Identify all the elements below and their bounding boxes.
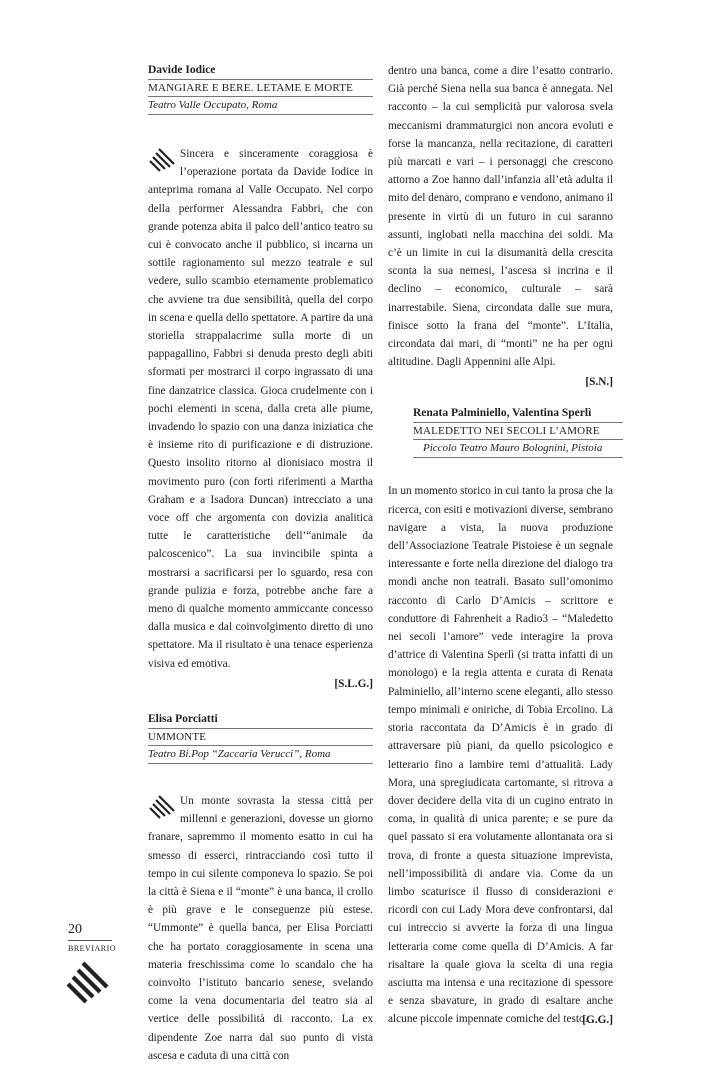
review-author: Davide Iodice (148, 64, 216, 76)
right-column (388, 62, 613, 1029)
review-author: Elisa Porciatti (148, 712, 218, 725)
review-body-3 (388, 482, 613, 1028)
review-text: Un monte sovrasta la stessa città per millenni e generazioni, dovesse un giorno franare, sapremmo il momento esatto in cui ha smesso di esserci, rintracciando così tutto il tempo in cui silente componeva lo spazio. Se poi la città è Siena e il “monte” è una banca, il crollo è più grave e le conseguenze più estese. “Ummonte” è quella banca, per Elisa Porciatti che ha portato coraggiosamente in scena una materia freschissima come lo scandalo che ha coinvolto l’istituto bancario senese, svelando come la vena documentaria del teatro sia al vertice delle possibilità di racconto. La ex dipendente Zoe narra dal suo punto di vista ascesa e caduta di una città con (148, 794, 373, 1062)
review-title: UMMONTE (148, 728, 373, 746)
page-number-rule (68, 940, 112, 941)
review-text-continued: dentro una banca, come a dire l’esatto contrario. Già perché Siena nella sua banca è annegata. Nel racconto – la cui semplicità pur valorosa svela meccanismi drammaturgici non ancora evoluti e forse la mancanza, nella recitazione, di caratteri più marcati e vari – i personaggi che crescono attorno a Zoe hanno dall’infanzia all’età adulta il mito del denaro, comprano e vendono, animano il presente in virtù di un futuro in cui saranno assunti, inglobati nella macchina dei soldi. Ma c’è un limite in cui la disumanità della crescita sconta la sua nemesi, l’ascesa si incrina e il declino – economico, culturale – sarà inarrestabile. Siena, circondata dalle sue mura, finisce sotto la frana del “monte”. L’Italia, circondata dai mari, di “monti” ne ha per ogni altitudine. Dagli Appennini alle Alpi. (388, 65, 613, 369)
review-author: Renata Palminiello, Valentina Sperlì (413, 407, 592, 420)
left-column (148, 62, 373, 1065)
stripes-icon (148, 147, 176, 173)
stripes-icon (148, 794, 176, 820)
review-signature: [G.G.] (582, 1013, 613, 1026)
review-text: In un momento storico in cui tanto la prosa che la ricerca, con esiti e motivazioni diverse, sembrano navigare a vista, la nuova produzione dell’Associazione Teatrale Pistoiese è un segnale interessante e forte nella direzione del dialogo tra mondi anche non teatrali. Basato sull’omonimo racconto di Carlo D’Amicis – scrittore e conduttore di Fahrenheit a Radio3 – “Maledetto nei secoli l’amore” vede interagire la prova d’attrice di Valentina Sperlì (si tratta infatti di un monologo) e la regia attenta e curata di Renata Palminiello, all’interno scene eleganti, allo stesso tempo minimali e oniriche, di Tobia Ercolino. La storia raccontata da D’Amicis è in grado di attraversare più piani, da quello psicologico e letterario fino a lambire temi d’attualità. Lady Mora, una spregiudicata cartomante, si ritrova a dover decidere della vita di un cugino entrato in coma, in qualità di unica parente; e se pure da quel passato si era volutamente allontanata ora si trova, di fronte a questa situazione imprevista, nell’impossibilità di andare via. Come da un limbo scaturisce il flusso di considerazioni e ricordi con cui Lady Mora deve confrontarsi, dal cui intreccio si avverte la forza di una lingua letteraria come come quella di D’Amicis. A far risaltare la quale giova la scelta di una regia asciutta ma intensa e una recitazione di spessore e senza sbavature, in grado di esaltare anche alcune piccole impennate comiche del testo. (388, 485, 613, 1026)
review-signature: [S.N.] (585, 376, 613, 389)
breviario-logo-icon (66, 960, 110, 1004)
review-venue: Teatro Bi.Pop “Zaccaria Verucci”, Roma (148, 746, 373, 764)
review-header-3 (413, 405, 623, 458)
review-body-1 (148, 145, 373, 673)
review-title: MALEDETTO NEI SECOLI L’AMORE (413, 422, 623, 440)
review-header-1 (148, 62, 373, 115)
page-number: 20 (68, 922, 82, 937)
review-signature: [S.L.G.] (334, 677, 373, 690)
review-title: MANGIARE E BERE. LETAME E MORTE (148, 79, 373, 97)
review-text: Sincera e sinceramente coraggiosa è l’operazione portata da Davide Iodice in anteprima romana al Valle Occupato. Nel corpo della performer Alessandra Fabbri, che con grande potenza abita il palco dell’antico teatro su cui è convocato anche il pubblico, si incarna un sottile ragionamento sul mezzo teatrale e sul vedere, sullo scambio eternamente problematico che avviene tra due sensibilità, quella del corpo in scena e quella dello spettatore. A partire da una storiella strappalacrime sulla morte di un pappagallino, Fabbri si denuda presto degli abiti sformati per mostrarci il corpo ingrassato di una fine danzatrice classica. Gioca crudelmente con i pochi elementi in scena, dalla creta alle piume, invadendo lo spazio con una danza iniziatica che è insieme rito di purificazione e di distruzione. Questo insolito ritorno al dionisiaco mostra il movimento puro (con forti riferimenti a Martha Graham e a Isadora Duncan) intrecciato a una voce off che argomenta con dovizia analitica tutte le caratteristiche dell’“animale da palcoscenico”. La sua invincibile spinta a mostrarsi a sacrificarsi per lo sguardo, resa con grande pulizia e forza, potrebbe anche fare a meno di qualche momento ammiccante concesso dalla musica e dal coinvolgimento diretto di uno spettatore. Ma il risultato è una tenace esperienza visiva ed emotiva. (148, 148, 373, 670)
review-venue: Teatro Valle Occupato, Roma (148, 97, 373, 115)
magazine-label: BREVIARIO (68, 944, 117, 953)
review-continuation (388, 62, 613, 371)
review-header-2 (148, 711, 373, 764)
review-venue: Piccolo Teatro Mauro Bolognini, Pistoia (413, 440, 623, 458)
